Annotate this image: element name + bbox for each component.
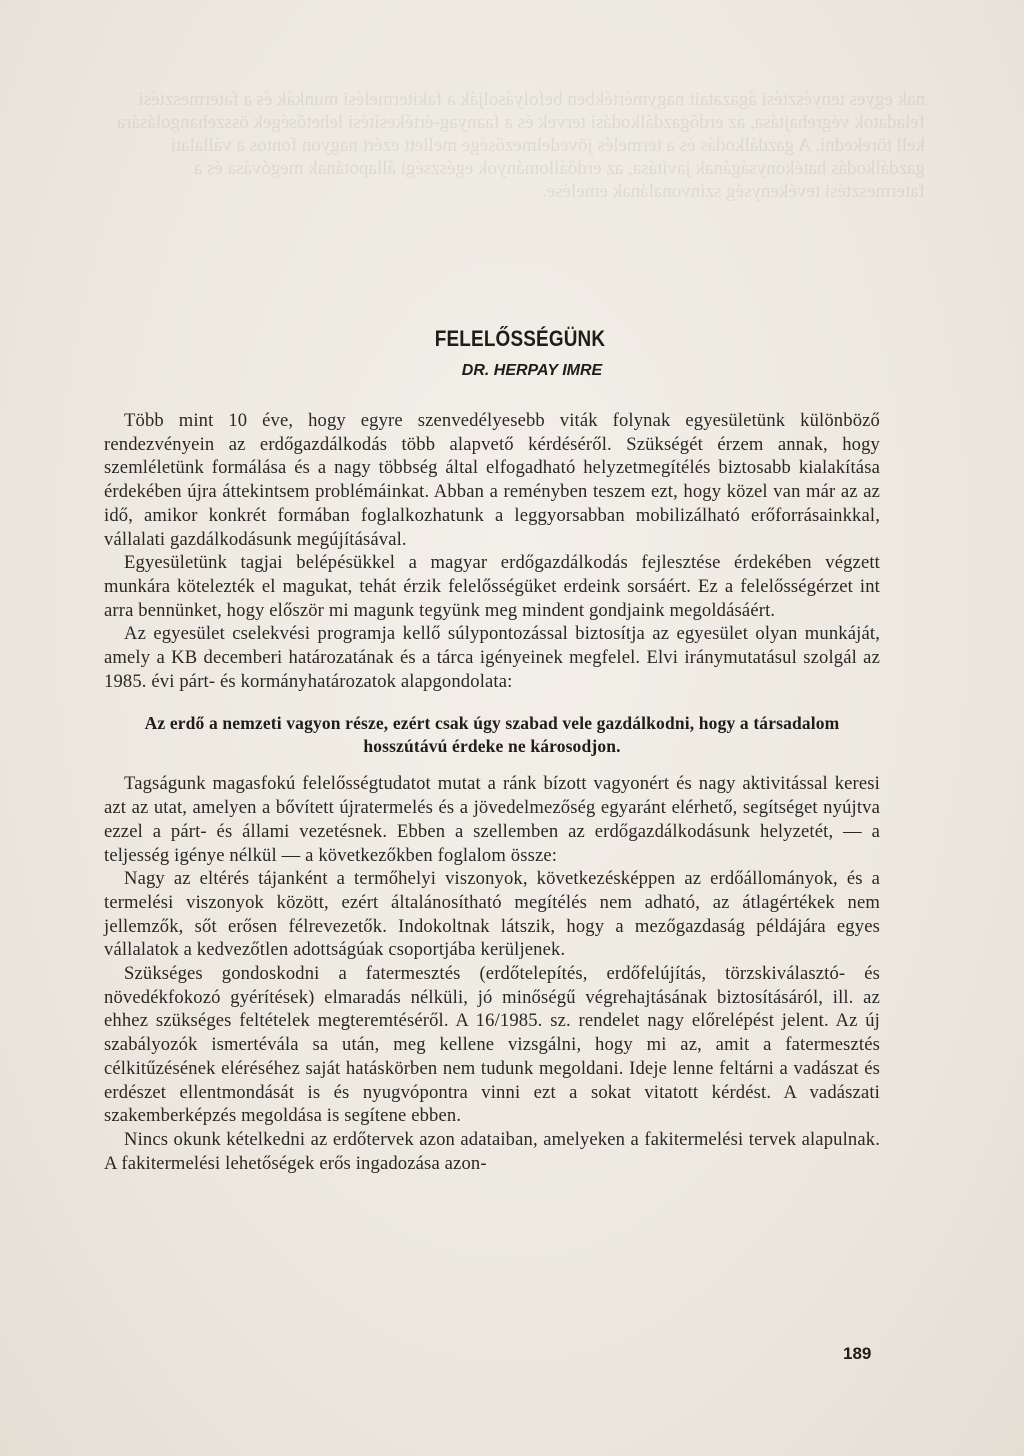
body-paragraph: Tagságunk magasfokú felelősségtudatot mutat a ránk bízott vagyonért és nagy aktivitással keresi azt az utat, amelyen a bővített újratermelés és a jövedelmezőség egyaránt elérhető, segítséget nyújtva ezzel a párt- és állami vezetésnek. Ebben a szellemben az erdőgazdálkodásunk helyzetét, — a teljesség igénye nélkül — a következőkben foglalom össze: [104,773,880,866]
highlighted-quote: Az erdő a nemzeti vagyon része, ezért csak úgy szabad vele gazdálkodni, hogy a társadalom hosszútávú érdeke ne károsodjon. [144,713,840,757]
body-paragraph: Nincs okunk kételkedni az erdőtervek azon adataiban, amelyeken a fakitermelési tervek alapulnak. A fakitermelési lehetőségek erős ingadozása azon- [104,1128,880,1174]
body-paragraph: Szükséges gondoskodni a fatermesztés (erdőtelepítés, erdőfelújítás, törzskiválasztó- és növedékfokozó gyérítések) elmaradás nélküli, jó minőségű végrehajtásának biztosításáról, ill. az ehhez szükséges feltételek megteremtéséről. A 16/1985. sz. rendelet nagy előrelépést jelent. Az új szabályozók ismertévála sa után, meg kellene vizsgálni, hogy mi az, amit a fatermesztés célkitűzésének eléréséhez saját hatáskörben nem tudunk megoldani. Ideje lenne feltárni a vadászat és erdészet ellentmondását is és nyugvópontra vinni ezt a sokat vitatott kérdést. A vadászati szakemberképzés megoldása is segítene ebben. [104,963,880,1127]
article-author: DR. HERPAY IMRE [461,362,603,379]
body-paragraph: Egyesületünk tagjai belépésükkel a magyar erdőgazdálkodás fejlesztése érdekében végzett munkára kötelezték el magukat, tehát érzik felelősségüket erdeink sorsáért. Ez a felelősségérzet int arra bennünket, hogy először mi magunk tegyünk meg mindent gondjaink megoldásáért. [104,552,880,621]
body-paragraph: Nagy az eltérés tájanként a termőhelyi viszonyok, következésképpen az erdőállományok, és a termelési viszonyok között, ezért általánosítható megítélés nem adható, az átlagértékek nem jellemzők, sőt erősen félrevezetők. Indokoltnak látszik, hogy a mezőgazdaság példájára egyes vállalatok a kedvezőtlen adottságúak csoportjába kerüljenek. [104,868,880,961]
page-number: 189 [843,1344,872,1363]
article-title: FELELŐSSÉGÜNK [434,326,606,351]
body-paragraph: Az egyesület cselekvési programja kellő súlypontozással biztosítja az egyesület olyan munkáját, amely a KB decemberi határozatának és a tárca igényeinek megfelel. Elvi iránymutatásul szolgál az 1985. évi párt- és kormányhatározatok alapgondolata: [104,623,880,692]
bleed-through-texture: nak egyes tenyésztési ágazatait nagymértékben befolyásolják a fakitermelési munkák és a fatermesztési feladatok végrehajtása, az erdőgazdálkodási tervek és a faanyag-értékesítési lehetőségek összehangolására kell törekedni. A gazdálkodás és a termelés jövedelmezősége mellett ezért nagyon fontos a vállalati gazdálkodás hatékonyságának javítása, az erdőállományok egészségi állapotának megóvása és a fatermesztési tevékenység színvonalának emelése. [112,89,925,202]
body-paragraph: Több mint 10 éve, hogy egyre szenvedélyesebb viták folynak egyesületünk különböző rendezvényein az erdőgazdálkodás több alapvető kérdéséről. Szükségét érzem annak, hogy szemléletünk formálása és a nagy többség által elfogadható helyzetmegítélés biztosabb kialakítása érdekében újra áttekintsem problémáinkat. Abban a reményben teszem ezt, hogy közel van már az az idő, amikor konkrét formában foglalkozhatunk a leggyorsabban mobilizálható erőforrásainkkal, vállalati gazdálkodásunk megújításával. [104,410,880,550]
article-body [104,409,880,1175]
